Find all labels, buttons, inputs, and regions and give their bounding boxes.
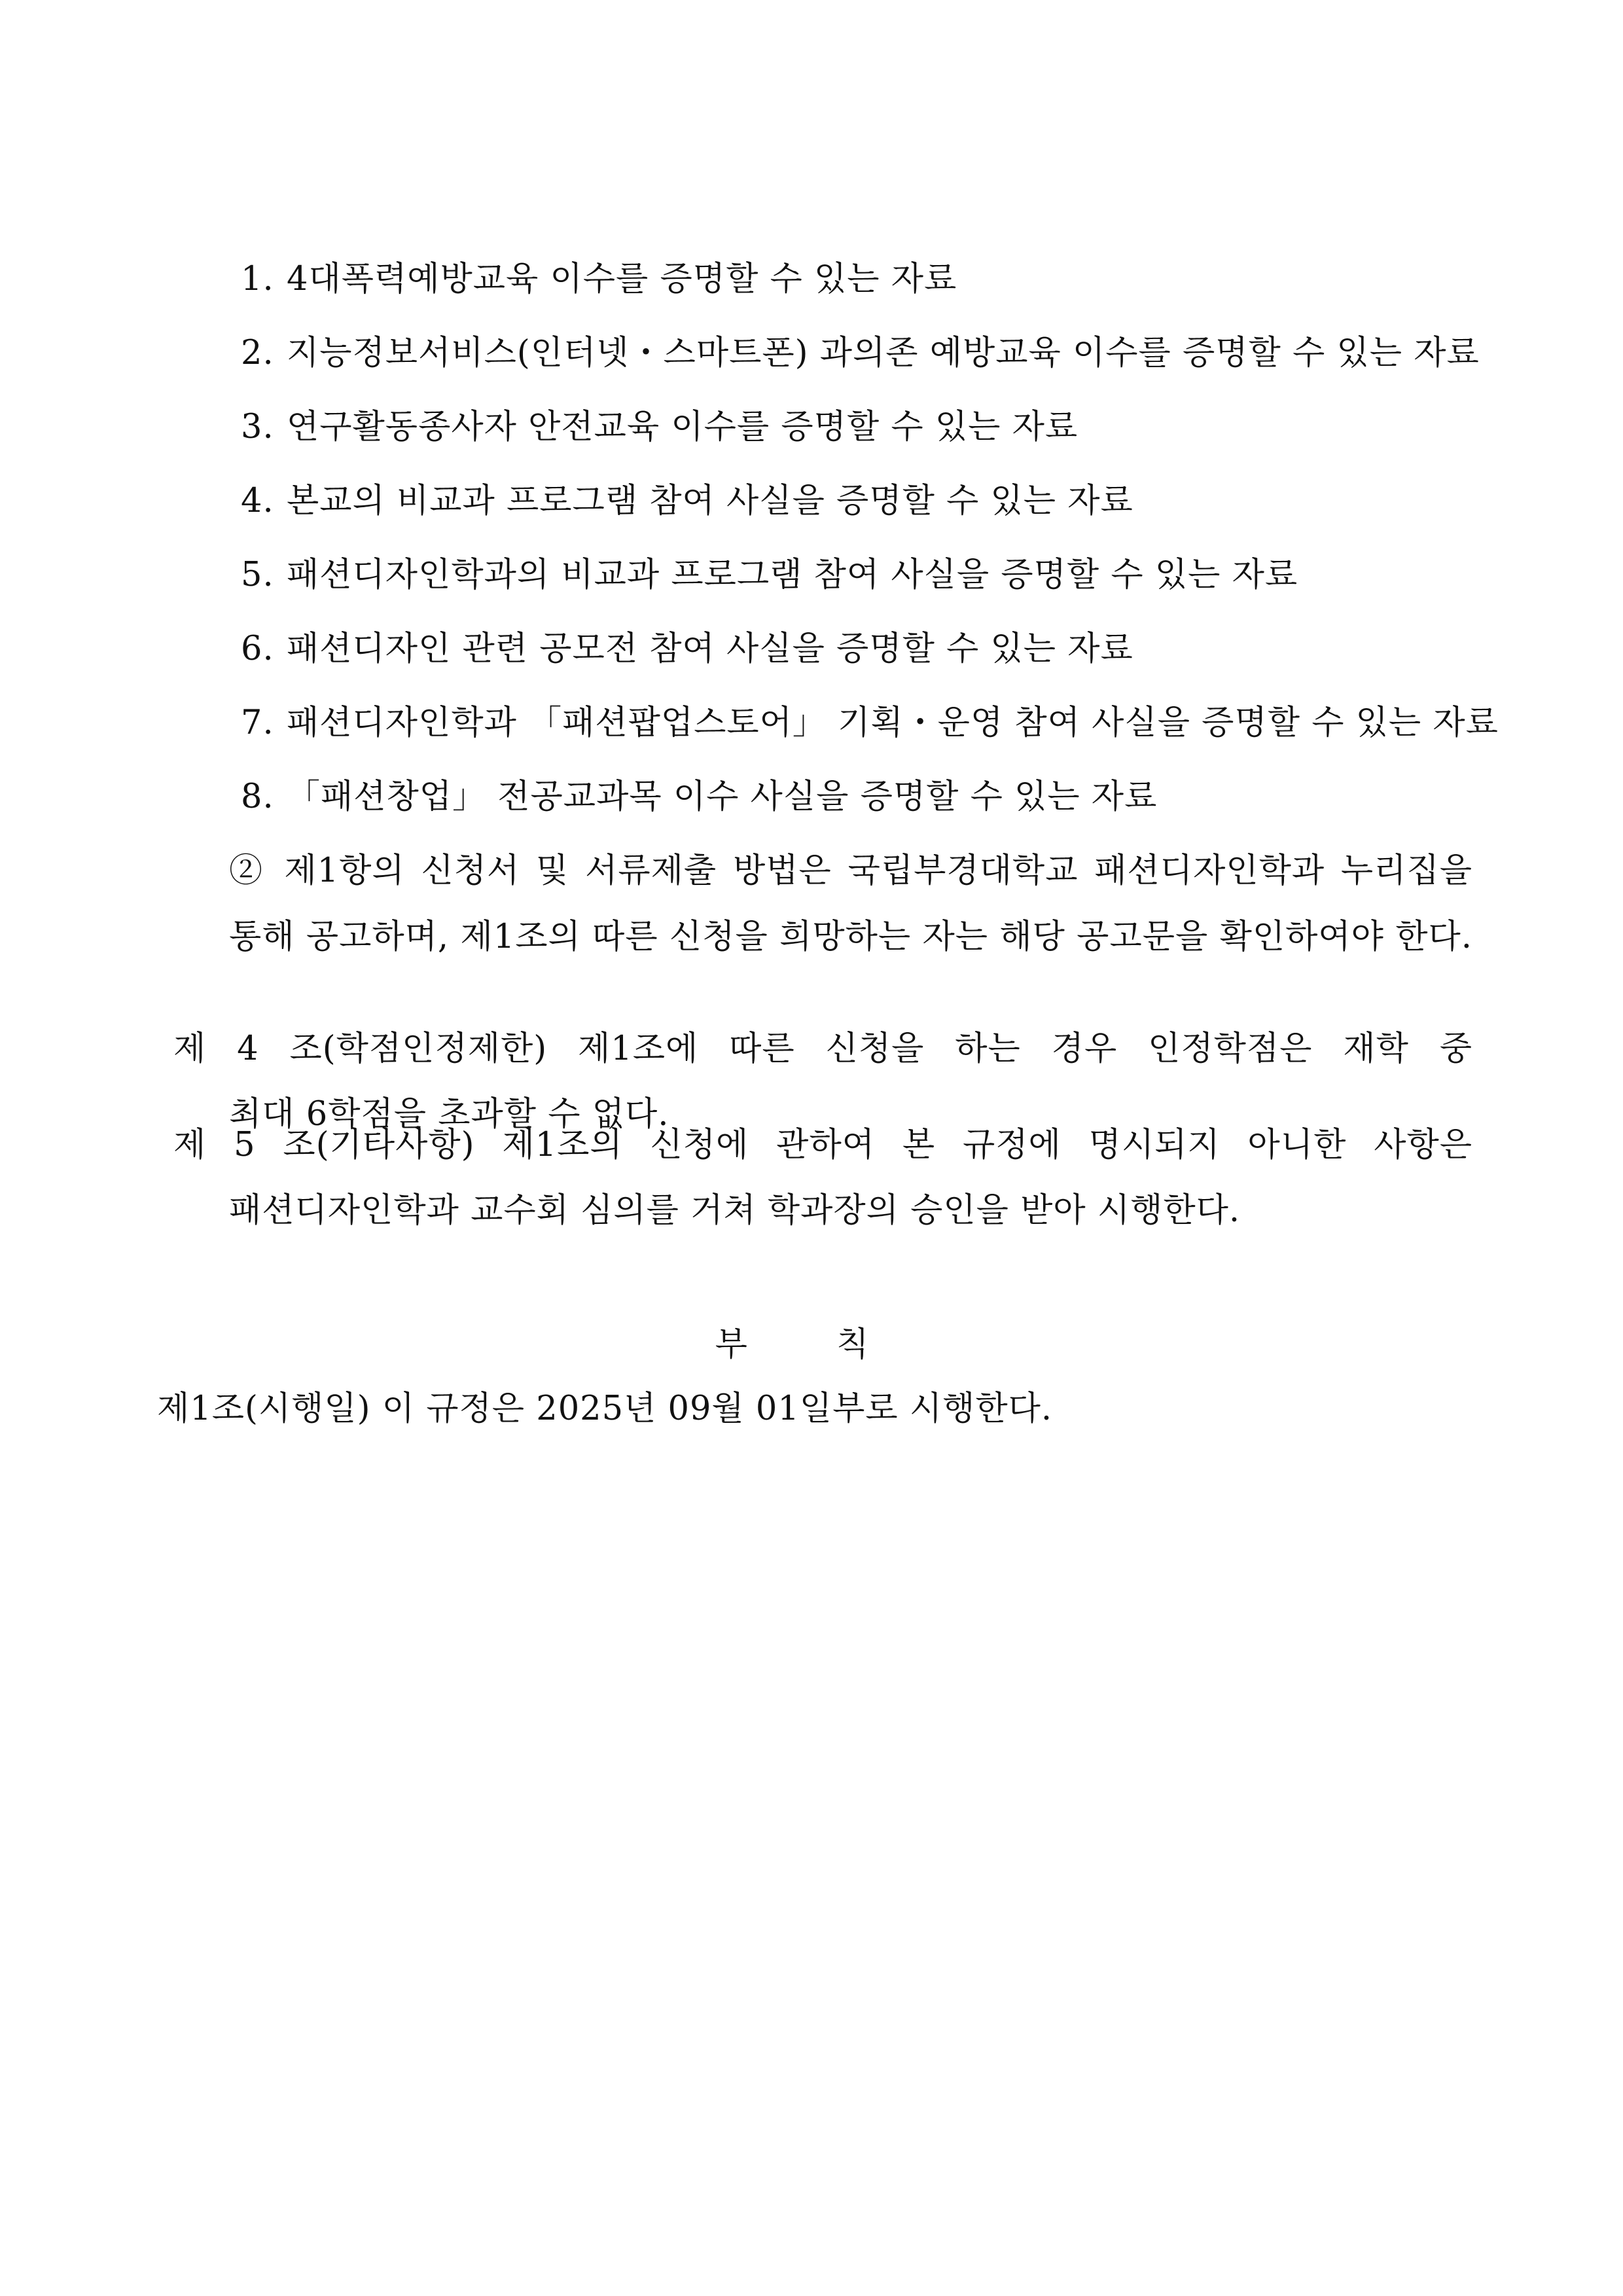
list-item-4 xyxy=(241,478,1133,524)
list-item-text: 패션디자인학과 「패션팝업스토어」 기획・운영 참여 사실을 증명할 수 있는 자료 xyxy=(287,704,1499,742)
list-item-number: 8. xyxy=(241,778,274,816)
list-item-5 xyxy=(241,552,1298,598)
list-item-number: 1. xyxy=(241,260,274,298)
list-item-3 xyxy=(241,404,1078,450)
list-item-7 xyxy=(241,700,1499,746)
list-item-number: 2. xyxy=(241,334,274,372)
list-item-text: 연구활동종사자 안전교육 이수를 증명할 수 있는 자료 xyxy=(287,408,1079,446)
list-item-text: 지능정보서비스(인터넷・스마트폰) 과의존 예방교육 이수를 증명할 수 있는 자료 xyxy=(287,334,1480,372)
list-item-number: 5. xyxy=(241,556,274,594)
list-item-number: 4. xyxy=(241,482,274,520)
list-item-number: 6. xyxy=(241,630,274,668)
addendum-heading: 부 칙 xyxy=(715,1325,908,1364)
article-5-line-1: 제 5 조(기타사항) 제1조의 신청에 관하여 본 규정에 명시되지 아니한 사항은 xyxy=(173,1126,1472,1164)
list-item-text: 「패션창업」 전공교과목 이수 사실을 증명할 수 있는 자료 xyxy=(287,778,1158,816)
list-item-text: 4대폭력예방교육 이수를 증명할 수 있는 자료 xyxy=(287,260,957,298)
list-item-number: 3. xyxy=(241,408,274,446)
list-item-number: 7. xyxy=(241,704,274,742)
addendum-text: 제1조(시행일) 이 규정은 2025년 09월 01일부로 시행한다. xyxy=(157,1390,1053,1428)
paragraph-2-line-1: ② 제1항의 신청서 및 서류제출 방법은 국립부경대학교 패션디자인학과 누리집을 xyxy=(229,852,1472,890)
list-item-2 xyxy=(241,331,1480,376)
list-item-6 xyxy=(241,626,1133,672)
list-item-text: 본교의 비교과 프로그램 참여 사실을 증명할 수 있는 자료 xyxy=(287,482,1133,520)
list-item-1 xyxy=(241,257,957,302)
article-5-line-2: 패션디자인학과 교수회 심의를 거쳐 학과장의 승인을 받아 시행한다. xyxy=(229,1191,1241,1230)
list-item-8 xyxy=(241,774,1157,820)
article-4-line-2-text: 최대 6학점을 초과할 수 없다. xyxy=(229,1095,669,1134)
list-item-text: 패션디자인학과의 비교과 프로그램 참여 사실을 증명할 수 있는 자료 xyxy=(287,556,1298,594)
article-4-line-1: 제 4 조(학점인정제한) 제1조에 따른 신청을 하는 경우 인정학점은 재학 중 xyxy=(173,1030,1472,1068)
list-item-text: 패션디자인 관련 공모전 참여 사실을 증명할 수 있는 자료 xyxy=(287,630,1133,668)
paragraph-2-line-2: 통해 공고하며, 제1조의 따른 신청을 희망하는 자는 해당 공고문을 확인하여야 한다. xyxy=(229,918,1472,956)
